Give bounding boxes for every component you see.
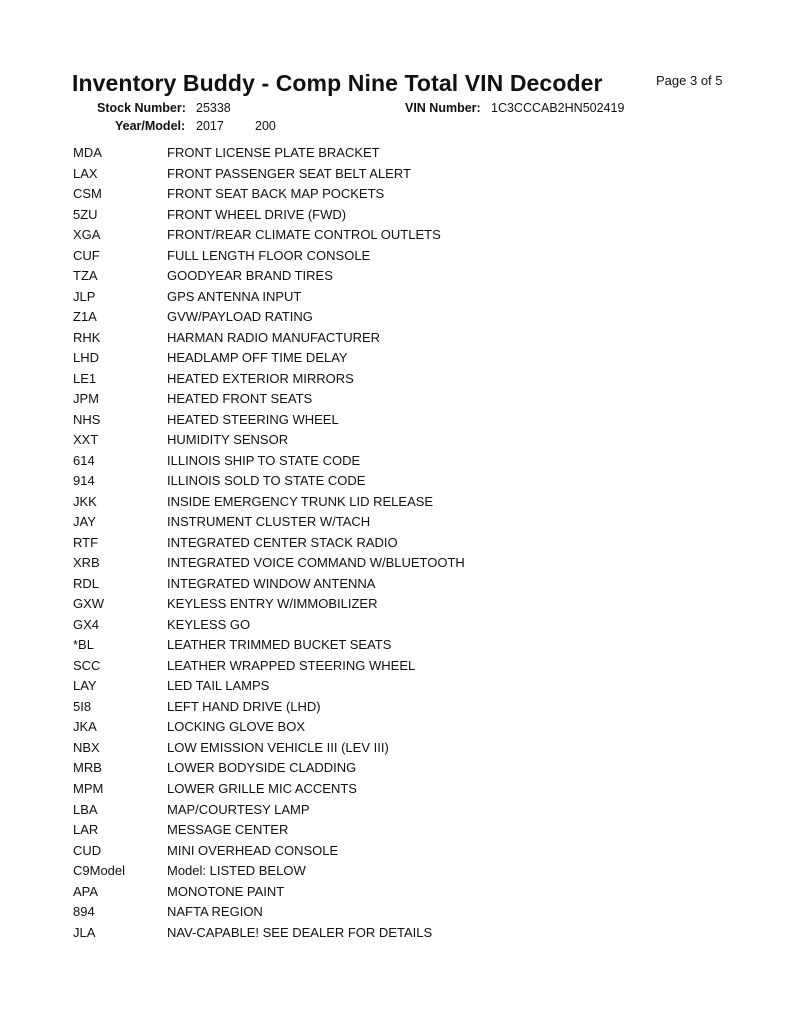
option-row [0, 778, 800, 799]
option-description: ILLINOIS SOLD TO STATE CODE [167, 473, 366, 489]
option-description: FRONT/REAR CLIMATE CONTROL OUTLETS [167, 227, 441, 243]
option-row [0, 573, 800, 594]
option-description: LED TAIL LAMPS [167, 678, 270, 694]
vin-number-value: 1C3CCCAB2HN502419 [491, 101, 625, 115]
option-code: 5ZU [73, 206, 98, 222]
option-description: FRONT SEAT BACK MAP POCKETS [167, 186, 385, 202]
option-code: 614 [73, 452, 95, 468]
option-description: LEFT HAND DRIVE (LHD) [167, 698, 321, 714]
vin-number-label: VIN Number: [405, 101, 481, 115]
stock-number-label: Stock Number: [97, 101, 186, 115]
option-row [0, 491, 800, 512]
option-code: *BL [73, 637, 94, 653]
option-description: INSIDE EMERGENCY TRUNK LID RELEASE [167, 493, 434, 509]
option-row [0, 204, 800, 225]
option-row [0, 922, 800, 943]
option-code: MPM [73, 780, 104, 796]
option-row [0, 183, 800, 204]
option-row [0, 696, 800, 717]
option-description: LOW EMISSION VEHICLE III (LEV III) [167, 739, 389, 755]
option-row [0, 511, 800, 532]
option-code: XRB [73, 555, 100, 571]
option-code: RDL [73, 575, 100, 591]
option-code: RTF [73, 534, 99, 550]
option-description: HEATED FRONT SEATS [167, 391, 313, 407]
option-description: FRONT LICENSE PLATE BRACKET [167, 145, 380, 160]
option-row [0, 409, 800, 430]
option-code: MDA [73, 145, 102, 160]
option-code: CSM [73, 186, 102, 202]
option-code: LAX [73, 165, 98, 181]
option-row [0, 757, 800, 778]
option-code: TZA [73, 268, 98, 284]
option-row [0, 388, 800, 409]
option-code: RHK [73, 329, 101, 345]
option-code: NBX [73, 739, 100, 755]
option-row [0, 737, 800, 758]
option-code: JKA [73, 719, 97, 735]
option-description: KEYLESS ENTRY W/IMMOBILIZER [167, 596, 378, 612]
option-description: LEATHER TRIMMED BUCKET SEATS [167, 637, 392, 653]
option-row [0, 470, 800, 491]
option-description: GOODYEAR BRAND TIRES [167, 268, 333, 284]
option-code: JLP [73, 288, 96, 304]
option-row [0, 614, 800, 635]
option-row [0, 327, 800, 348]
option-code: GX4 [73, 616, 100, 632]
option-code: Z1A [73, 309, 97, 325]
option-description: FULL LENGTH FLOOR CONSOLE [167, 247, 371, 263]
option-code: LHD [73, 350, 100, 366]
option-row [0, 347, 800, 368]
option-row [0, 634, 800, 655]
option-code-list [0, 142, 800, 942]
option-row [0, 265, 800, 286]
option-row [0, 306, 800, 327]
option-description: GVW/PAYLOAD RATING [167, 309, 313, 325]
option-code: JAY [73, 514, 96, 530]
option-row [0, 245, 800, 266]
option-description: INTEGRATED CENTER STACK RADIO [167, 534, 398, 550]
option-row [0, 552, 800, 573]
option-row [0, 675, 800, 696]
option-row [0, 716, 800, 737]
option-description: Model: LISTED BELOW [167, 863, 306, 879]
option-description: LOCKING GLOVE BOX [167, 719, 305, 735]
option-description: INSTRUMENT CLUSTER W/TACH [167, 514, 371, 530]
option-row [0, 799, 800, 820]
option-description: MINI OVERHEAD CONSOLE [167, 842, 339, 858]
option-row [0, 429, 800, 450]
option-description: HEATED EXTERIOR MIRRORS [167, 370, 354, 386]
option-description: HEATED STEERING WHEEL [167, 411, 339, 427]
option-code: 914 [73, 473, 95, 489]
option-row [0, 593, 800, 614]
option-description: MAP/COURTESY LAMP [167, 801, 310, 817]
option-description: INTEGRATED VOICE COMMAND W/BLUETOOTH [167, 555, 465, 571]
option-row [0, 860, 800, 881]
option-description: NAV-CAPABLE! SEE DEALER FOR DETAILS [167, 924, 433, 940]
model-value: 200 [255, 119, 276, 133]
year-value: 2017 [196, 119, 224, 133]
stock-number-value: 25338 [196, 101, 231, 115]
option-code: LAR [73, 822, 99, 838]
option-description: HEADLAMP OFF TIME DELAY [167, 350, 348, 366]
option-code: XGA [73, 227, 101, 243]
option-row [0, 840, 800, 861]
option-code: 894 [73, 904, 95, 920]
option-code: JPM [73, 391, 99, 407]
option-description: MONOTONE PAINT [167, 883, 285, 899]
option-description: HUMIDITY SENSOR [167, 432, 289, 448]
option-code: JLA [73, 924, 96, 940]
option-code: XXT [73, 432, 99, 448]
option-code: MRB [73, 760, 102, 776]
option-row [0, 286, 800, 307]
option-description: FRONT WHEEL DRIVE (FWD) [167, 206, 347, 222]
option-code: LAY [73, 678, 97, 694]
option-description: NAFTA REGION [167, 904, 263, 920]
option-row [0, 450, 800, 471]
option-code: LBA [73, 801, 98, 817]
option-row [0, 142, 800, 163]
page-title: Inventory Buddy - Comp Nine Total VIN Decoder [72, 70, 603, 96]
option-description: ILLINOIS SHIP TO STATE CODE [167, 452, 361, 468]
option-code: C9Model [73, 863, 126, 879]
option-description: HARMAN RADIO MANUFACTURER [167, 329, 381, 345]
option-description: KEYLESS GO [167, 616, 251, 632]
option-row [0, 655, 800, 676]
option-description: LOWER BODYSIDE CLADDING [167, 760, 357, 776]
option-row [0, 224, 800, 245]
option-code: NHS [73, 411, 101, 427]
option-description: MESSAGE CENTER [167, 822, 289, 838]
option-description: GPS ANTENNA INPUT [167, 288, 302, 304]
option-row [0, 163, 800, 184]
option-description: INTEGRATED WINDOW ANTENNA [167, 575, 376, 591]
option-description: FRONT PASSENGER SEAT BELT ALERT [167, 165, 411, 181]
option-row [0, 368, 800, 389]
option-code: JKK [73, 493, 97, 509]
option-code: CUD [73, 842, 102, 858]
option-code: 5I8 [73, 698, 92, 714]
option-code: APA [73, 883, 99, 899]
option-code: CUF [73, 247, 100, 263]
option-row [0, 819, 800, 840]
option-row [0, 532, 800, 553]
option-row [0, 901, 800, 922]
option-code: LE1 [73, 370, 97, 386]
option-row [0, 881, 800, 902]
page-number: Page 3 of 5 [656, 73, 723, 88]
option-description: LEATHER WRAPPED STEERING WHEEL [167, 657, 416, 673]
option-code: GXW [73, 596, 105, 612]
option-description: LOWER GRILLE MIC ACCENTS [167, 780, 357, 796]
year-model-label: Year/Model: [115, 119, 186, 133]
option-code: SCC [73, 657, 101, 673]
